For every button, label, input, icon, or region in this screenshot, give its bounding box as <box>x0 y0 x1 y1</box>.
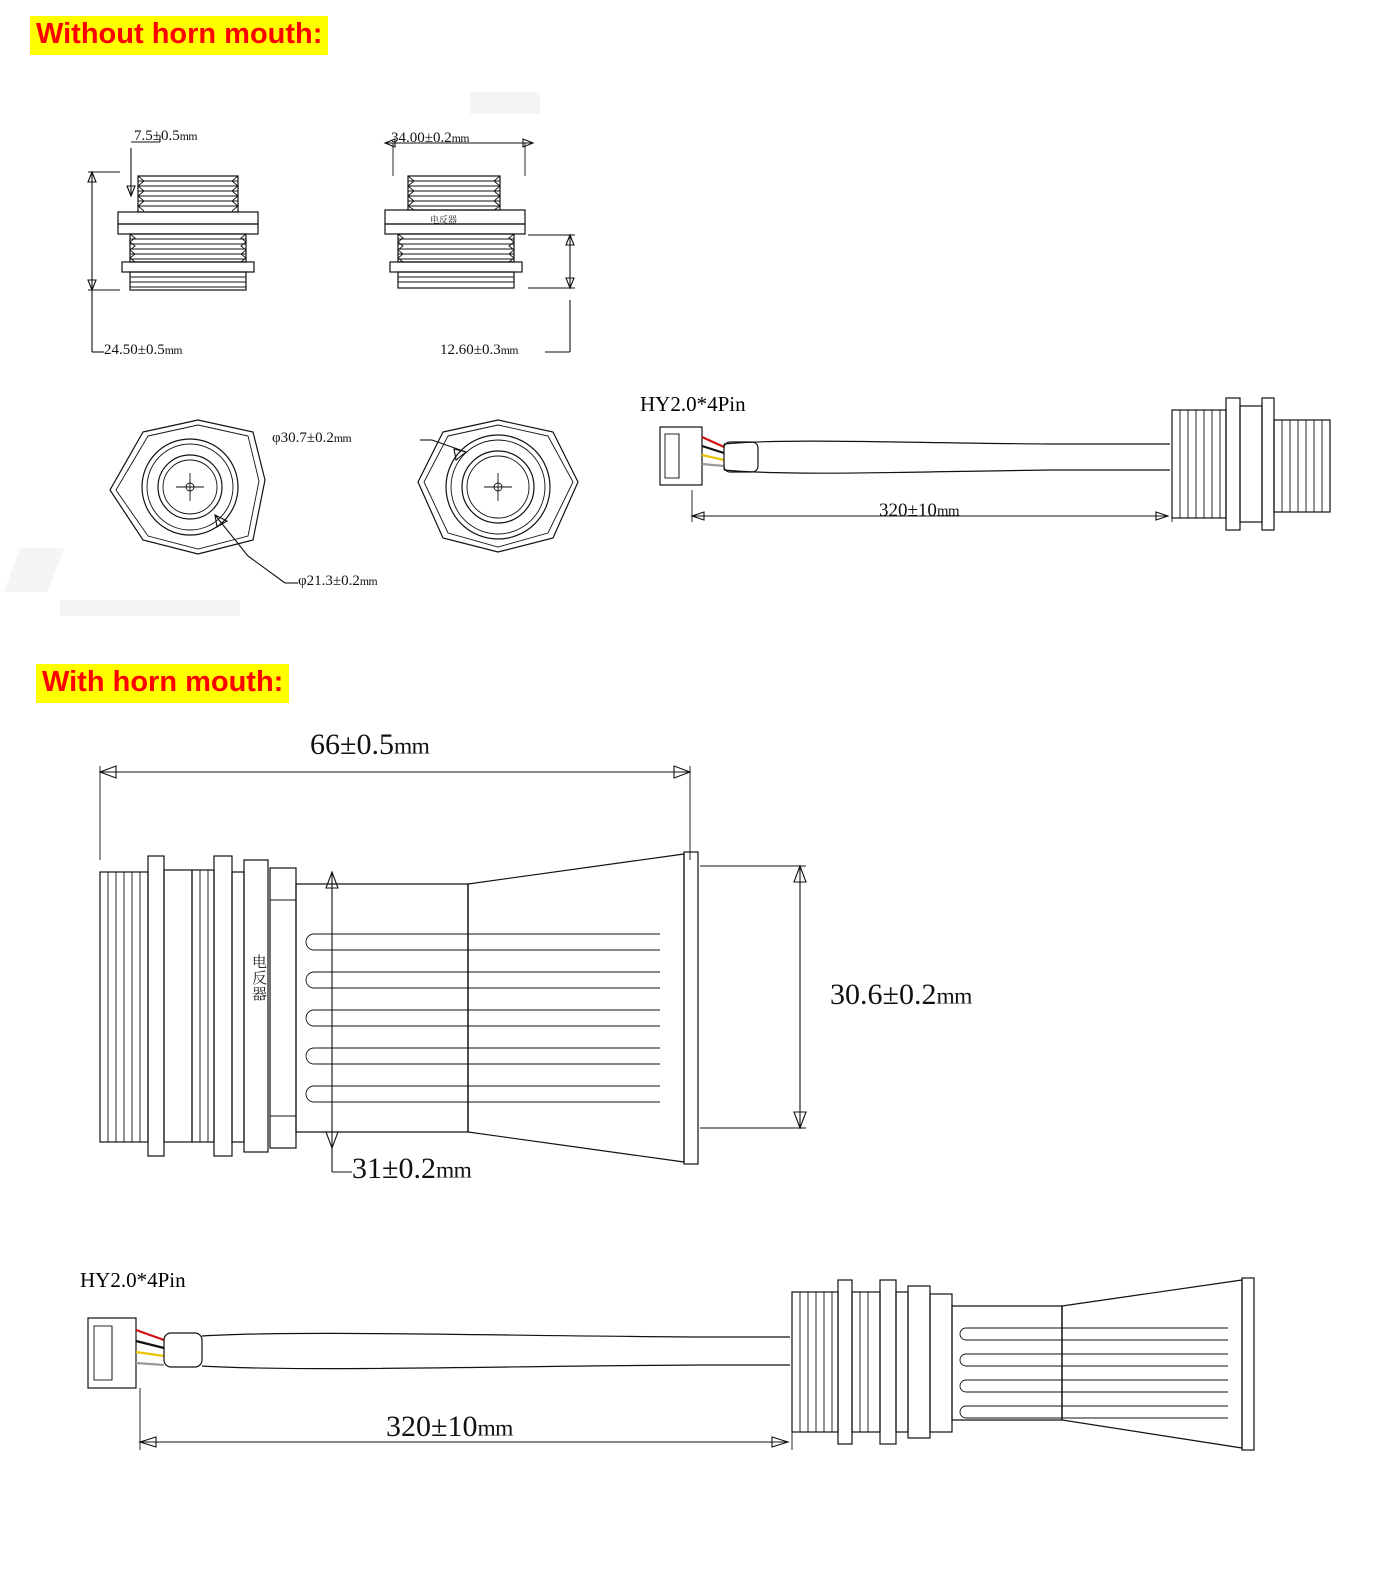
dim-outer-diameter: φ30.7±0.2mm <box>272 430 352 446</box>
front-view-left-geometry <box>110 420 298 583</box>
dim-horn-length: 31±0.2mm <box>352 1152 472 1185</box>
side-view-left-geometry <box>88 136 258 352</box>
dim-total-length: 34.00±0.2mm <box>391 130 469 146</box>
front-view-right-geometry <box>418 420 578 552</box>
dim-overall-length-horn: 66±0.5mm <box>310 728 430 761</box>
dim-cable-length-horn: 320±10mm <box>386 1410 513 1443</box>
with-horn-drawing-group <box>0 720 1377 1575</box>
side-view-right-geometry <box>385 139 575 352</box>
connector-label-hy20-4pin: HY2.0*4Pin <box>640 392 746 416</box>
dim-thread-length: 7.5±0.5mm <box>134 128 197 144</box>
horn-cable-assembly-geometry <box>88 1278 1254 1450</box>
dim-body-length: 12.60±0.3mm <box>440 342 518 358</box>
dim-inner-diameter: φ21.3±0.2mm <box>298 573 378 589</box>
dim-overall-height: 24.50±0.5mm <box>104 342 182 358</box>
horn-side-assembly-geometry <box>100 766 806 1172</box>
section-heading-with-horn: With horn mouth: <box>36 664 289 703</box>
without-horn-drawing-group <box>0 0 1377 640</box>
cable-assembly-geometry <box>660 398 1330 530</box>
body-marking-text-horn: 电反器 <box>250 954 267 1002</box>
dim-horn-height: 30.6±0.2mm <box>830 978 972 1011</box>
section-heading-without-horn: Without horn mouth: <box>30 16 328 55</box>
dim-cable-length: 320±10mm <box>879 500 959 521</box>
connector-label-hy20-4pin-horn: HY2.0*4Pin <box>80 1268 186 1292</box>
body-marking-text: 电反器 <box>430 215 458 225</box>
